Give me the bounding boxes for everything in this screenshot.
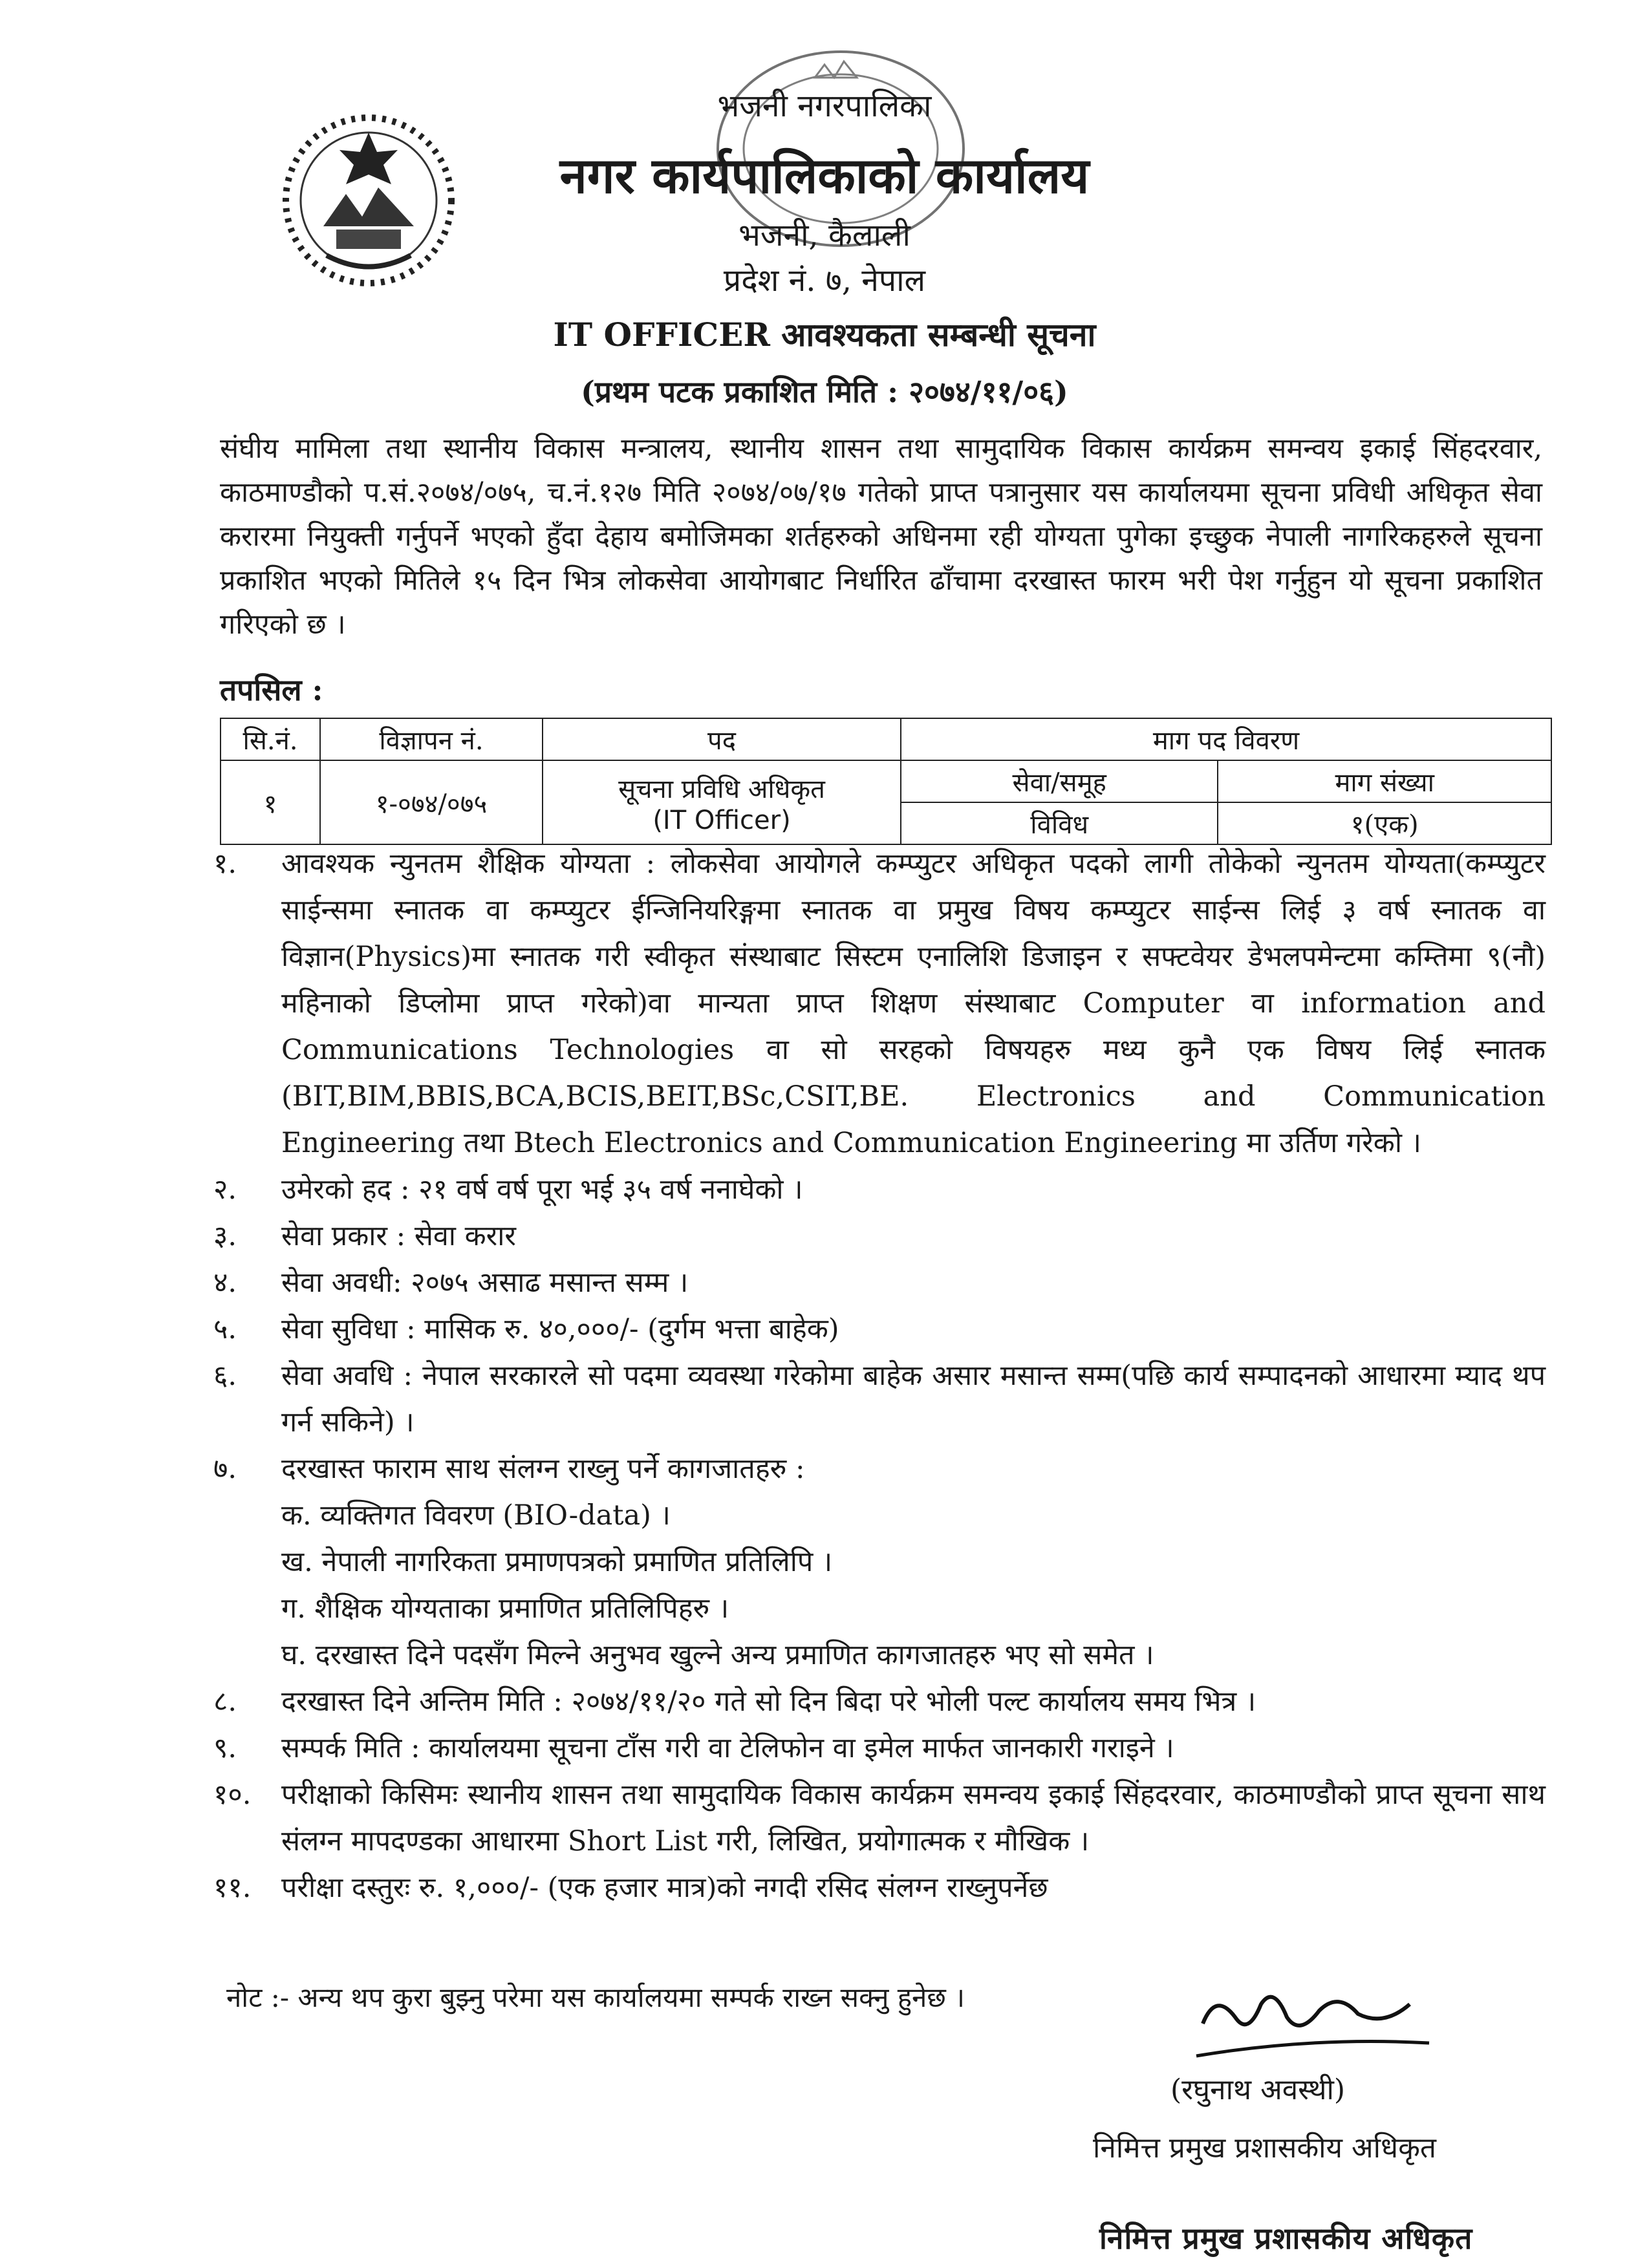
publish-date: (प्रथम पटक प्रकाशित मिति : २०७४/११/०६) (581, 374, 1068, 409)
list-item (213, 1725, 1546, 1771)
item-text: सेवा सुविधा : मासिक रु. ४०,०००/- (दुर्गम भत्ता बाहेक) (281, 1313, 839, 1345)
province-line: प्रदेश नं. ७, नेपाल (723, 262, 926, 299)
cell-ad-no: १-०७४/०७५ (320, 760, 543, 844)
item-number: ४. (213, 1267, 237, 1299)
item-text: सेवा प्रकार : सेवा करार (281, 1220, 516, 1252)
header-ad-no: विज्ञापन नं. (320, 718, 543, 760)
signatory-name: (रघुनाथ अवस्थी) (1170, 2073, 1346, 2106)
header-demand: माग पद विवरण (901, 718, 1551, 760)
signatory-role: निमित्त प्रमुख प्रशासकीय अधिकृत (1093, 2132, 1436, 2165)
document-item: ख. नेपाली नागरिकता प्रमाणपत्रको प्रमाणित प्रतिलिपि । (281, 1546, 833, 1578)
cell-service-group: विविध (901, 802, 1218, 844)
intro-paragraph: संघीय मामिला तथा स्थानीय विकास मन्त्रालय, स्थानीय शासन तथा सामुदायिक विकास कार्यक्रम समन्वय इकाई सिंहदरवार, काठमाण्डौको प.सं.२०७४/०७५, च.नं.१२७ मिति २०७४/०७/१७ गतेको प्राप्त पत्रानुसार यस कार्यालयमा सूचना प्रविधी अधिकृत सेवा करारमा नियुक्ती गर्नुपर्ने भएको हुँदा देहाय बमोजिमका शर्तहरुको अधिनमा रही योग्यता पुगेका इच्छुक नेपाली नागरिकहरुले सूचना प्रकाशित भएको मितिले १५ दिन भित्र लोकसेवा आयोगबाट निर्धारित ढाँचामा दरखास्त फारम भरी पेश गर्नुहुन यो सूचना प्रकाशित गरिएको छ । (220, 433, 1543, 641)
item-number: ११. (213, 1872, 252, 1904)
handwritten-signature (1190, 1965, 1436, 2069)
conditions-list (213, 840, 1546, 1911)
list-item (213, 1166, 1546, 1213)
list-item (213, 1771, 1546, 1865)
item-number: ९. (213, 1732, 237, 1764)
post-line1: सूचना प्रविधि अधिकृत (618, 774, 825, 804)
header-demand-count: माग संख्या (1218, 760, 1551, 802)
document-item: घ. दरखास्त दिने पदसँग मिल्ने अनुभव खुल्ने अन्य प्रमाणित कागजातहरु भए सो समेत । (281, 1639, 1154, 1671)
office-location: भजनी, कैलाली (738, 217, 911, 253)
table-header-row (221, 718, 1551, 760)
header-sn: सि.नं. (221, 718, 320, 760)
item-number: २. (213, 1173, 237, 1206)
item-number: ५. (213, 1313, 237, 1345)
list-item (213, 1865, 1546, 1911)
item-text: सेवा अवधि : नेपाल सरकारले सो पदमा व्यवस्था गरेकोमा बाहेक असार मसान्त सम्म(पछि कार्य सम्पादनको आधारमा म्याद थप गर्न सकिने) । (281, 1360, 1546, 1439)
item-number: ८. (213, 1685, 237, 1718)
cell-sn: १ (221, 760, 320, 844)
notice-title: IT OFFICER आवश्यकता सम्बन्धी सूचना (553, 316, 1096, 354)
list-item (213, 1213, 1546, 1259)
cell-post (543, 760, 901, 844)
document-item: क. व्यक्तिगत विवरण (BIO-data) । (281, 1499, 671, 1532)
post-line2: (IT Officer) (652, 805, 791, 835)
item-text: उमेरको हद : २१ वर्ष वर्ष पूरा भई ३५ वर्ष ननाघेको । (281, 1173, 803, 1206)
list-item (213, 1678, 1546, 1725)
vacancy-table (220, 718, 1552, 845)
cell-demand-count: १(एक) (1218, 802, 1551, 844)
item-text: सेवा अवधी: २०७५ असाढ मसान्त सम्म । (281, 1267, 689, 1299)
header-service-group: सेवा/समूह (901, 760, 1218, 802)
list-item (213, 840, 1546, 1166)
list-item (213, 1353, 1546, 1446)
item-text: दरखास्त फाराम साथ संलग्न राख्नु पर्ने कागजातहरु : (281, 1453, 805, 1485)
note-line: नोट :- अन्य थप कुरा बुझ्नु परेमा यस कार्यालयमा सम्पर्क राख्न सक्नु हुनेछ । (226, 1982, 965, 2013)
list-item (213, 1306, 1546, 1353)
item-text: दरखास्त दिने अन्तिम मिति : २०७४/११/२० गते सो दिन बिदा परे भोली पल्ट कार्यालय समय भित्र । (281, 1685, 1256, 1718)
office-name: नगर कार्यपालिकाको कार्यालय (559, 147, 1090, 204)
item-number: १०. (213, 1779, 252, 1811)
item-text: परीक्षाको किसिमः स्थानीय शासन तथा सामुदायिक विकास कार्यक्रम समन्वय इकाई सिंहदरवार, काठमाण्डौको प्राप्त सूचना साथ संलग्न मापदण्डका आधारमा Short List गरी, लिखित, प्रयोगात्मक र मौखिक । (281, 1779, 1546, 1857)
item-text: आवश्यक न्युनतम शैक्षिक योग्यता : लोकसेवा आयोगले कम्प्युटर अधिकृत पदको लागी तोकेको न्युनतम योग्यता(कम्प्युटर साईन्समा स्नातक वा कम्प्युटर ईन्जिनियरिङ्गमा स्नातक वा प्रमुख विषय कम्प्युटर साईन्स लिई ३ वर्ष स्नातक वा विज्ञान(Physics)मा स्नातक गरी स्वीकृत संस्थाबाट सिस्टम एनालिशि डिजाइन र सफ्टवेयर डेभलपमेन्टमा कम्तिमा ९(नौ) महिनाको डिप्लोमा प्राप्त गरेको)वा मान्यता प्राप्त शिक्षण संस्थाबाट Computer वा information and Communications Technologies वा सो सरहको विषयहरु मध्य कुनै एक विषय लिई स्नातक (BIT,BIM,BBIS,BCA,BCIS,BEIT,BSc,CSIT,BE. Electronics and Communication Engineering तथा Btech Electronics and Communication Engineering मा उर्तिण गरेको । (281, 848, 1546, 1159)
document-item: ग. शैक्षिक योग्यताका प्रमाणित प्रतिलिपिहरु । (281, 1592, 729, 1625)
item-number: ३. (213, 1220, 237, 1252)
table-row (221, 760, 1551, 802)
role-stamp: निमित्त प्रमुख प्रशासकीय अधिकृत (1099, 2221, 1473, 2256)
list-item (213, 1446, 1546, 1492)
item-number: ७. (213, 1453, 237, 1485)
details-heading: तपसिल : (220, 672, 323, 707)
municipality-name: भजनी नगरपालिका (717, 88, 932, 124)
item-text: परीक्षा दस्तुरः रु. १,०००/- (एक हजार मात्र)को नगदी रसिद संलग्न राख्नुपर्नेछ (281, 1872, 1048, 1904)
item-text: सम्पर्क मिति : कार्यालयमा सूचना टाँस गरी वा टेलिफोन वा इमेल मार्फत जानकारी गराइने । (281, 1732, 1174, 1764)
item-number: १. (213, 848, 237, 880)
item-number: ६. (213, 1360, 237, 1392)
list-item (213, 1259, 1546, 1306)
header-post: पद (543, 718, 901, 760)
